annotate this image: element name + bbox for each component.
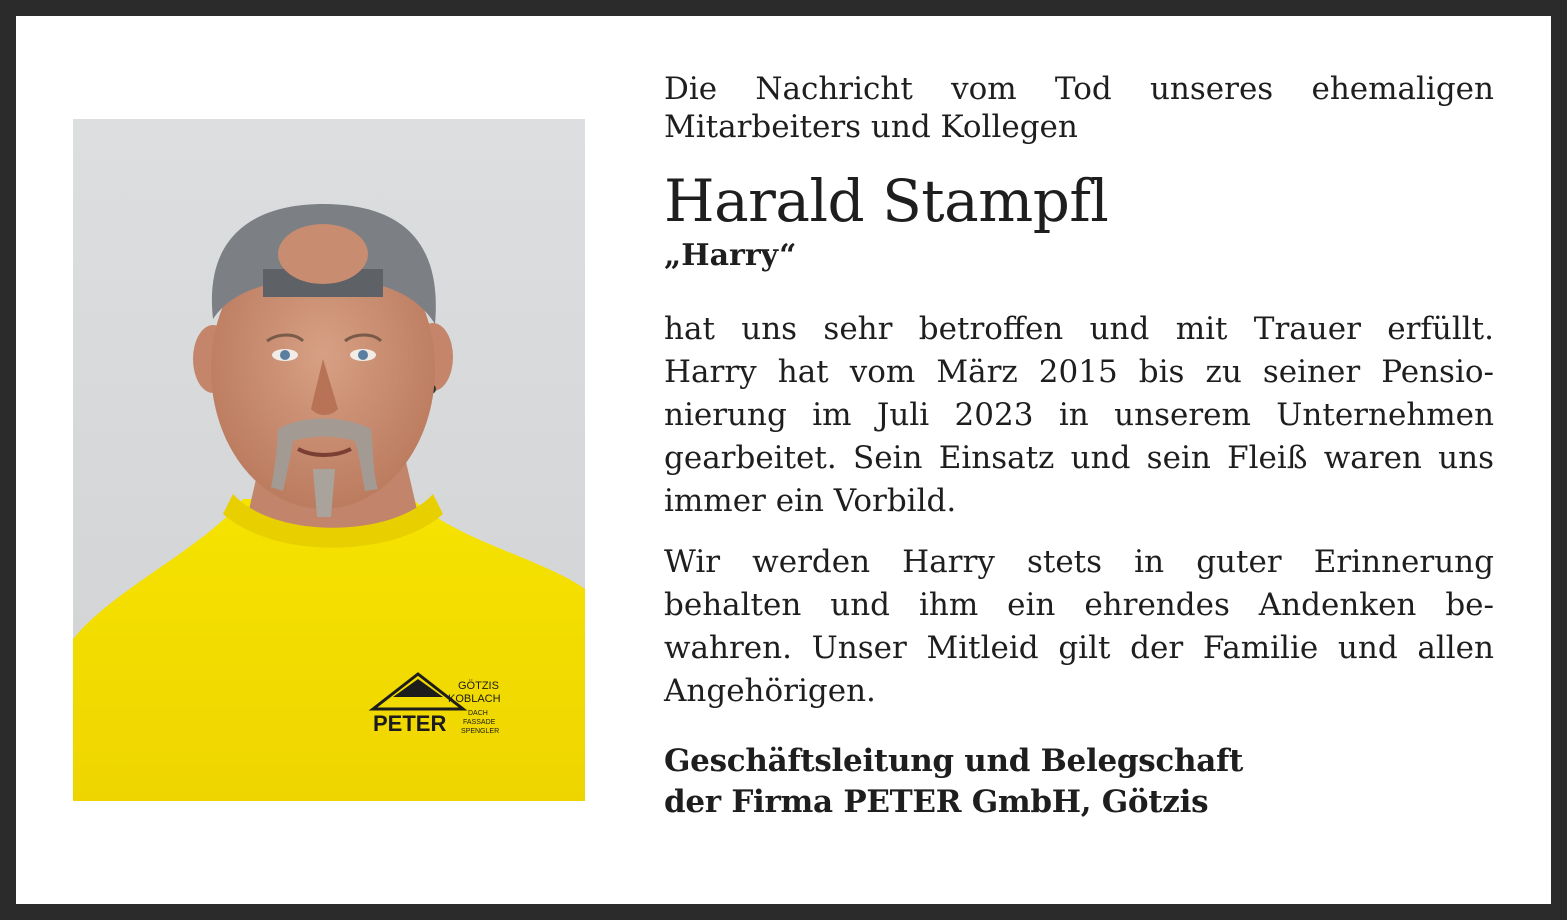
- paragraph-line: gearbeitet. Sein Einsatz und sein Fleiß waren uns: [664, 440, 1494, 476]
- paragraph-line: immer ein Vorbild.: [664, 483, 957, 519]
- paragraph-line: Angehörigen.: [664, 673, 876, 709]
- portrait-photo: [73, 119, 585, 801]
- shirt-text-spengler: SPENGLER: [461, 728, 500, 735]
- paragraph-line: behalten und ihm ein ehrendes Andenken be-: [664, 587, 1494, 623]
- paragraph-line: Wir werden Harry stets in guter Erinnerung: [664, 544, 1494, 580]
- shirt-text-dach: DACH: [468, 710, 488, 717]
- tribute-paragraph-1: [664, 308, 1494, 523]
- deceased-name: Harald Stampfl: [664, 167, 1109, 235]
- paragraph-line: wahren. Unser Mitleid gilt der Familie und allen: [664, 630, 1494, 666]
- shirt-text-goetzis: GÖTZIS: [458, 680, 499, 692]
- deceased-nickname: „Harry“: [664, 238, 797, 273]
- paragraph-line: hat uns sehr betroffen und mit Trauer erfüllt.: [664, 311, 1494, 347]
- shirt-text-koblach: KOBLACH: [448, 693, 501, 705]
- signature: [664, 741, 1494, 823]
- intro-line-2: Mitarbeiters und Kollegen: [664, 109, 1078, 145]
- paragraph-line: Harry hat vom März 2015 bis zu seiner Pensio-: [664, 354, 1494, 390]
- intro-text: [664, 70, 1494, 146]
- obituary-text: [664, 70, 1494, 823]
- paragraph-line: nierung im Juli 2023 in unserem Unternehmen: [664, 397, 1494, 433]
- tribute-paragraph-2: [664, 541, 1494, 713]
- signature-line-2: der Firma PETER GmbH, Götzis: [664, 784, 1209, 820]
- portrait-illustration: [73, 119, 585, 801]
- shirt-text-peter: PETER: [373, 711, 447, 736]
- intro-line-1: Die Nachricht vom Tod unseres ehemaligen: [664, 71, 1494, 107]
- signature-line-1: Geschäftsleitung und Belegschaft: [664, 743, 1244, 779]
- shirt-text-fassade: FASSADE: [463, 719, 496, 726]
